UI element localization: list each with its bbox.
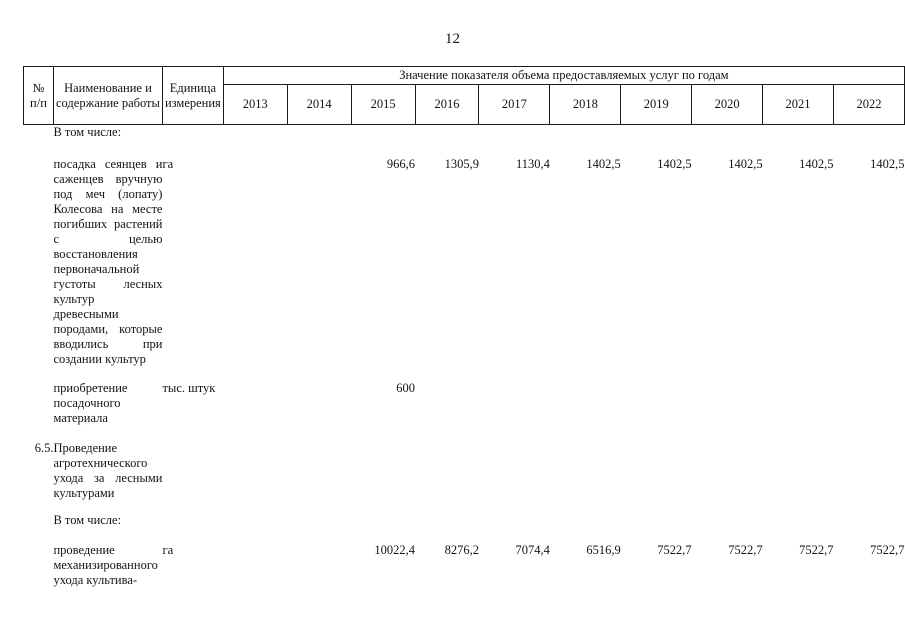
value-cell: 8276,2 bbox=[444, 542, 479, 557]
value-cell: 1402,5 bbox=[728, 156, 763, 171]
header-unit: Единица измерения bbox=[162, 67, 223, 125]
value-cell: 7522,7 bbox=[799, 542, 834, 557]
subsection-label: В том числе: bbox=[53, 512, 122, 527]
value-cell: 1130,4 bbox=[515, 156, 550, 171]
value-cell bbox=[287, 157, 351, 367]
header-values-title: Значение показателя объема предоставляемых услуг по годам bbox=[223, 67, 904, 85]
table-row bbox=[24, 125, 905, 157]
value-cell bbox=[833, 381, 904, 426]
value-cell bbox=[621, 381, 692, 426]
value-cell: 7074,4 bbox=[515, 542, 550, 557]
value-cell bbox=[223, 381, 287, 426]
value-cell bbox=[479, 381, 550, 426]
work-name: Проведение агротехнического ухода за лесными культурами bbox=[53, 440, 163, 500]
value-cell: 6516,9 bbox=[586, 542, 621, 557]
value-cell: 10022,4 bbox=[374, 542, 416, 557]
value-cell bbox=[550, 381, 621, 426]
services-volume-table bbox=[23, 66, 905, 588]
value-cell: 600 bbox=[396, 380, 416, 395]
work-name: посадка сеянцев и саженцев вручную под меч (лопату) Колесова на месте погибших растений с целью восстановления первоначальной густоты лесных культур древесными породами, которые вводились при создании культур bbox=[53, 156, 163, 366]
value-cell bbox=[287, 543, 351, 588]
value-cell: 7522,7 bbox=[870, 542, 905, 557]
header-year: 2019 bbox=[621, 85, 692, 125]
value-cell: 7522,7 bbox=[728, 542, 763, 557]
value-cell: 7522,7 bbox=[657, 542, 692, 557]
unit-cell: га bbox=[162, 156, 174, 171]
value-cell bbox=[223, 543, 287, 588]
header-year: 2015 bbox=[351, 85, 415, 125]
value-cell bbox=[415, 381, 479, 426]
value-cell: 1402,5 bbox=[799, 156, 834, 171]
header-year: 2017 bbox=[479, 85, 550, 125]
table-row bbox=[24, 441, 905, 501]
value-cell bbox=[763, 381, 834, 426]
header-year: 2022 bbox=[833, 85, 904, 125]
header-year: 2014 bbox=[287, 85, 351, 125]
page-number: 12 bbox=[445, 31, 460, 47]
header-name: Наименование и содержание работы bbox=[53, 67, 162, 125]
value-cell bbox=[287, 381, 351, 426]
header-year: 2021 bbox=[763, 85, 834, 125]
value-cell: 1402,5 bbox=[586, 156, 621, 171]
value-cell: 966,6 bbox=[386, 156, 416, 171]
value-cell: 1402,5 bbox=[657, 156, 692, 171]
value-cell: 1402,5 bbox=[870, 156, 905, 171]
row-number: 6.5. bbox=[34, 440, 54, 455]
subsection-label: В том числе: bbox=[53, 125, 122, 139]
table-row bbox=[24, 381, 905, 426]
work-name: проведение механизированного ухода культива- bbox=[53, 542, 158, 587]
header-num: № п/п bbox=[24, 67, 54, 125]
header-year: 2016 bbox=[415, 85, 479, 125]
unit-cell: тыс. штук bbox=[162, 380, 216, 395]
header-year: 2020 bbox=[692, 85, 763, 125]
work-name: приобретение посадочного материала bbox=[53, 380, 128, 425]
header-year: 2018 bbox=[550, 85, 621, 125]
table-row bbox=[24, 513, 905, 543]
value-cell bbox=[223, 157, 287, 367]
value-cell bbox=[692, 381, 763, 426]
header-year: 2013 bbox=[223, 85, 287, 125]
unit-cell: га bbox=[162, 542, 174, 557]
table-row bbox=[24, 543, 905, 588]
value-cell: 1305,9 bbox=[444, 156, 479, 171]
table-row bbox=[24, 157, 905, 367]
